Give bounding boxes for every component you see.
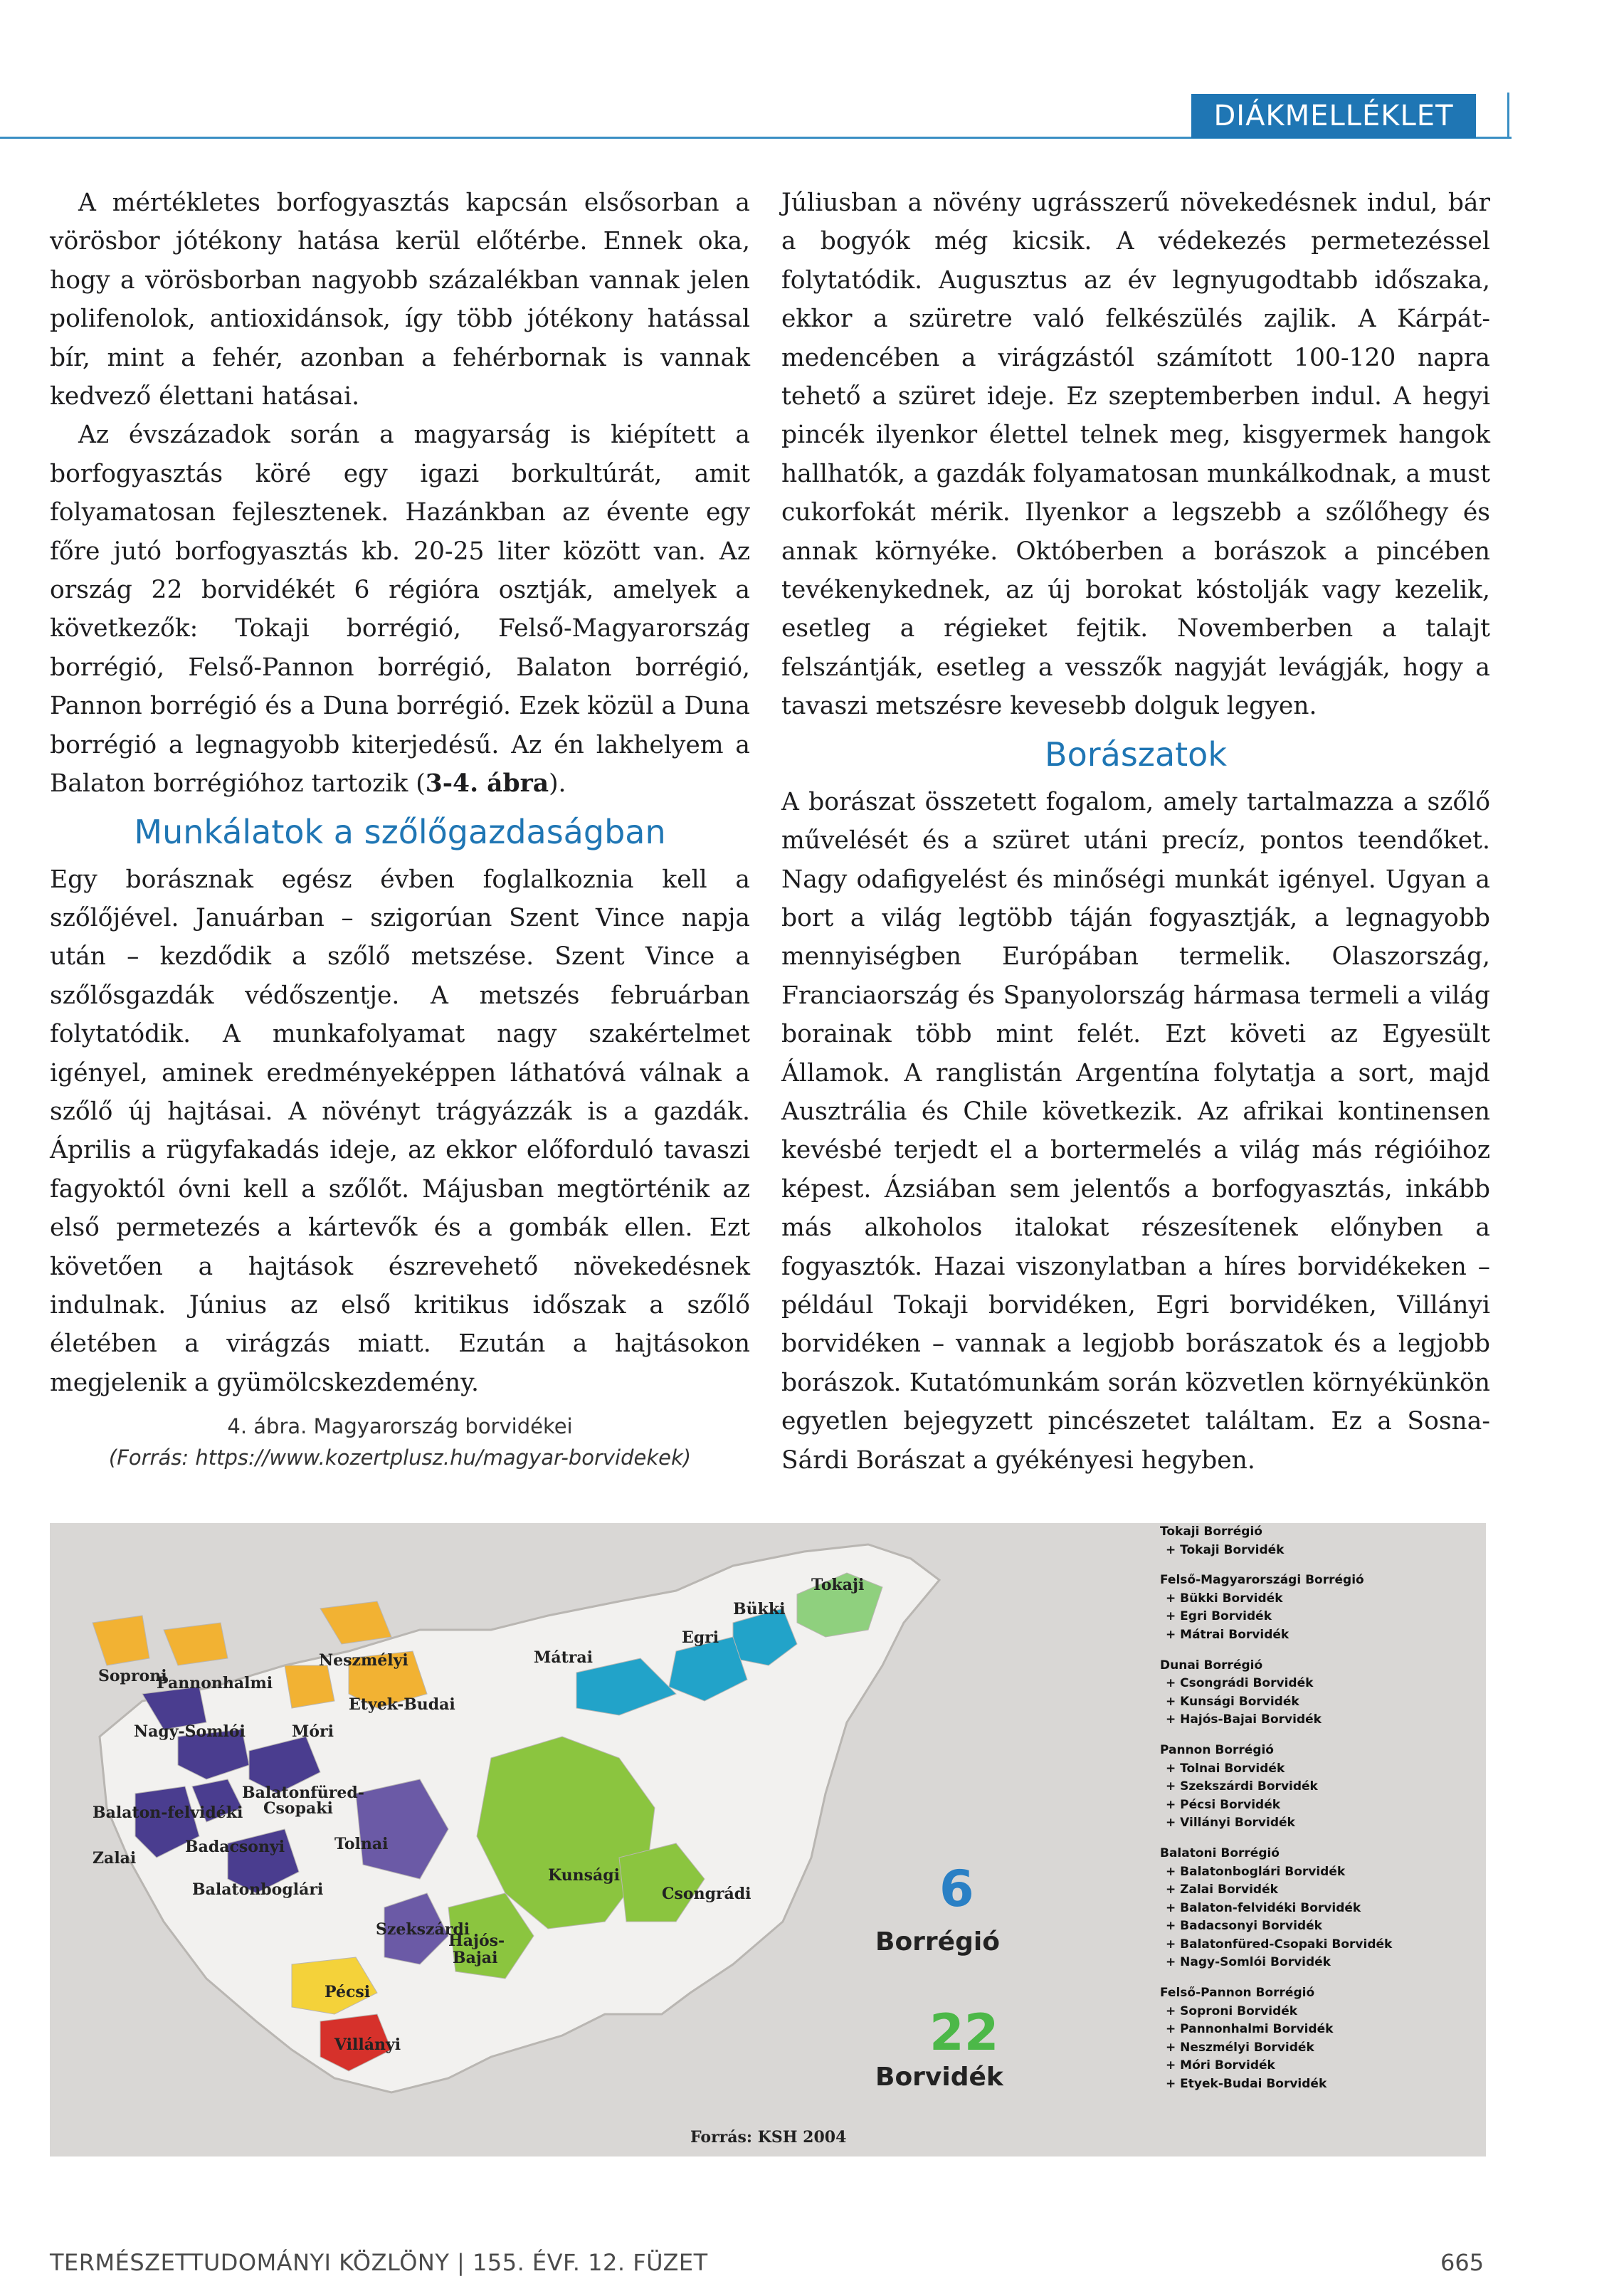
legend-item: + Balatonboglári Borvidék [1166,1864,1346,1879]
legend-item: + Csongrádi Borvidék [1166,1676,1314,1691]
header-rule-vertical [1507,93,1509,138]
map-label-egri: Egri [682,1628,719,1647]
borregio-label: Borrégió [875,1927,1000,1957]
paragraph-end: ). [549,769,566,799]
legend-group [1160,1742,1480,1833]
map-label-pecsi: Pécsi [325,1983,371,2001]
map-label-balatonboglari: Balatonboglári [192,1880,324,1899]
legend-item: + Etyek-Budai Borvidék [1166,2077,1327,2092]
section-heading: Borászatok [1045,734,1227,774]
legend-item: + Pécsi Borvidék [1166,1797,1281,1812]
legend-item: + Villányi Borvidék [1166,1816,1295,1831]
map-label-bajai: Bajai [453,1949,498,1967]
paragraph [50,416,750,803]
legend-item: + Tokaji Borvidék [1166,1542,1285,1557]
legend-item: + Pannonhalmi Borvidék [1166,2022,1334,2037]
map-label-hajos: Hajós- [448,1932,505,1950]
map-label-csongradi: Csongrádi [662,1885,751,1903]
section-banner: DIÁKMELLÉKLET [1191,94,1476,138]
legend-item: + Bükki Borvidék [1166,1591,1283,1606]
map-label-soproni: Soproni [98,1667,167,1685]
map-label-neszmelyi: Neszmélyi [319,1651,408,1670]
legend-group [1160,1845,1480,1972]
legend-group [1160,1657,1480,1729]
journal-footer [50,2249,708,2276]
figure-reference: 3-4. ábra [425,769,549,799]
region-sopron [93,1616,149,1665]
paragraph-text: Az évszázadok során a magyarság is kiépített a borfogyasztás köré egy igazi borkultúrát, amit folyamatosan fejlesztenek. Hazánkban az évente egy főre jutó borfogyasztás kb. 20-25 liter között van. Az ország 22 borvidékét 6 régióra osztják, amelyek a következők: Tokaji borrégió, Felső-Magyarország borrégió, Felső-Pannon borrégió, Balaton borrégió, Pannon borrégió és a Duna borrégió. Ezek közül a Duna borrégió a legnagyobb kiterjedésű. Az én lakhelyem a Balaton borrégióhoz tartozik ( [50,421,750,799]
legend-item: + Soproni Borvidék [1166,2003,1298,2018]
figure-caption [50,1411,750,1473]
legend-item: + Badacsonyi Borvidék [1166,1919,1322,1934]
paragraph: A mértékletes borfogyasztás kapcsán elsősorban a vörösbor jótékony hatása kerül előtérbe. Ennek oka, hogy a vörösborban nagyobb százalékban vannak jelen polifenolok, antioxidánsok, így több jótékony hatással bír, mint a fehér, azonban a fehérbornak is vannak kedvező élettani hatásai. [50,189,750,411]
legend-group-title: Tokaji Borrégió [1160,1524,1262,1539]
map-label-nagy-somloi: Nagy-Somlói [134,1722,246,1741]
paragraph: A borászat összetett fogalom, amely tartalmazza a szőlő művelését és a szüret utáni precíz, pontos teendőket. Nagy odafigyelést és minőségi munkát igényel. Ugyan a bort a világ legtöbb táján fogyasztják, a legnagyobb mennyiségben Európában termelik. Olaszország, Franciaország és Spanyolország hármasa termeli a világ borainak több mint felét. Ezt követi az Egyesült Államok. A ranglistán Argentína folytatja a sort, majd Ausztrália és Chile következik. Az afrikai kontinensen kevésbé terjedt el a bortermelés a világ más régióihoz képest. Ázsiában sem jelentős a borfogyasztás, inkább más alkoholos italokat részesítenek előnyben a fogyasztók. Hazai viszonylatban a híres borvidékeken – például Tokaji borvidéken, Egri borvidéken, Villányi borvidéken – vannak a legjobb borászatok és a legjobb borászok. Kutatómunkám során közvetlen környékünkön egyetlen bejegyzett pincészetet találtam. Ez a Sosna-Sárdi Borászat a gyékényesi hegyben. [781,787,1490,1475]
map-label-kunsagi: Kunsági [548,1866,621,1885]
wine-region-map [50,1523,1486,2157]
legend-group [1160,1523,1480,1559]
map-legend [1160,1523,1480,2106]
map-label-szekszardi: Szekszárdi [376,1920,470,1939]
map-label-bukki: Bükki [733,1600,786,1618]
map-label-balaton-felvideki: Balaton-felvidéki [93,1803,243,1822]
section-heading: Munkálatok a szőlőgazdaságban [134,812,666,851]
map-label-pannonhalmi: Pannonhalmi [157,1674,273,1692]
legend-group-title: Dunai Borrégió [1160,1658,1263,1673]
legend-item: + Zalai Borvidék [1166,1882,1278,1897]
legend-group-title: Felső-Pannon Borrégió [1160,1986,1315,2001]
legend-group-title: Balatoni Borrégió [1160,1845,1280,1860]
map-label-matrai: Mátrai [534,1648,593,1667]
legend-group-title: Pannon Borrégió [1160,1742,1274,1757]
map-label-etyek: Etyek-Budai [349,1695,455,1714]
map-label-zalai: Zalai [93,1849,137,1868]
map-label-balatonfured: Balatonfüred- [242,1784,364,1802]
legend-item: + Mátrai Borvidék [1166,1627,1289,1642]
legend-group [1160,1984,1480,2094]
legend-item: + Balatonfüred-Csopaki Borvidék [1166,1937,1393,1952]
journal-issue: 155. ÉVF. 12. FÜZET [472,2249,708,2276]
map-source: Forrás: KSH 2004 [690,2128,847,2147]
caption-title: Magyarország borvidékei [313,1414,573,1438]
right-column [781,184,1490,1480]
paragraph: Júliusban a növény ugrásszerű növekedésnek indul, bár a bogyók még kicsik. A védekezés permetezéssel folytatódik. Augusztus az év legnyugodtabb időszaka, ekkor a szüretre való felkészülés zajlik. A Kárpát-medencében a virágzástól számított 100-120 napra tehető a szüret ideje. Ez szeptemberben indul. A hegyi pincék ilyenkor élettel telnek meg, kisgyermek hangok hallhatók, a gazdák folyamatosan munkálkodnak, a must cukorfokát mérik. Ilyenkor a legszebb a szőlőhegy és annak környéke. Októberben a borászok a pincében tevékenykednek, az új borokat kóstolják vagy kezelik, esetleg a régieket fejtik. Novemberben a talajt felszántják, esetleg a vesszők nagyját levágják, hogy a tavaszi metszésre kevesebb dolguk legyen. [781,189,1490,721]
map-label-badacsonyi: Badacsonyi [185,1838,285,1856]
legend-group [1160,1571,1480,1644]
legend-item: + Szekszárdi Borvidék [1166,1779,1318,1794]
legend-item: + Egri Borvidék [1166,1609,1272,1624]
map-label-csopaki: Csopaki [263,1799,333,1818]
legend-item: + Kunsági Borvidék [1166,1694,1299,1709]
legend-item: + Móri Borvidék [1166,2058,1275,2073]
legend-group-title: Felső-Magyarországi Borrégió [1160,1573,1364,1588]
footer-separator: | [449,2249,473,2276]
legend-item: + Tolnai Borvidék [1166,1761,1285,1776]
borvidek-count: 22 [929,2003,999,2062]
region-pannonhalma [164,1623,228,1665]
page-number: 665 [1440,2249,1484,2276]
legend-item: + Nagy-Somlói Borvidék [1166,1955,1331,1970]
region-neszmely [320,1601,391,1644]
paragraph: Egy borásznak egész évben foglalkoznia kell a szőlőjével. Januárban – szigorúan Szent Vince napja után – kezdődik a szőlő metszése. Szent Vince a szőlősgazdák védőszentje. A metszés februárban folytatódik. A munkafolyamat nagy szakértelmet igényel, aminek eredményeképpen láthatóvá válnak a szőlő új hajtásai. A növényt trágyázzák is a gazdák. Április a rügyfakadás ideje, az ekkor előforduló tavaszi fagyoktól óvni kell a szőlőt. Májusban megtörténik az első permetezés a kártevők és a gombák ellen. Ezt követően a hajtások észrevehető növekedésnek indulnak. Június az első kritikus időszak a szőlő életében a virágzás miatt. Ezután a hajtásokon megjelenik a gyümölcskezdemény. [50,865,750,1397]
map-label-mori: Móri [292,1722,334,1741]
borvidek-label: Borvidék [875,2063,1003,2092]
map-label-tokaji: Tokaji [811,1576,865,1594]
map-label-villanyi: Villányi [334,2036,401,2054]
caption-source: (Forrás: https://www.kozertplusz.hu/magyar-borvidekek) [108,1445,692,1470]
borregio-count: 6 [939,1860,974,1918]
map-label-tolnai: Tolnai [334,1835,389,1853]
journal-title: TERMÉSZETTUDOMÁNYI KÖZLÖNY [50,2249,450,2276]
region-mor [285,1665,334,1708]
legend-item: + Hajós-Bajai Borvidék [1166,1712,1322,1727]
caption-label: 4. ábra. [227,1414,307,1438]
left-column [50,184,750,1402]
legend-item: + Balaton-felvidéki Borvidék [1166,1900,1361,1915]
legend-item: + Neszmélyi Borvidék [1166,2040,1314,2055]
